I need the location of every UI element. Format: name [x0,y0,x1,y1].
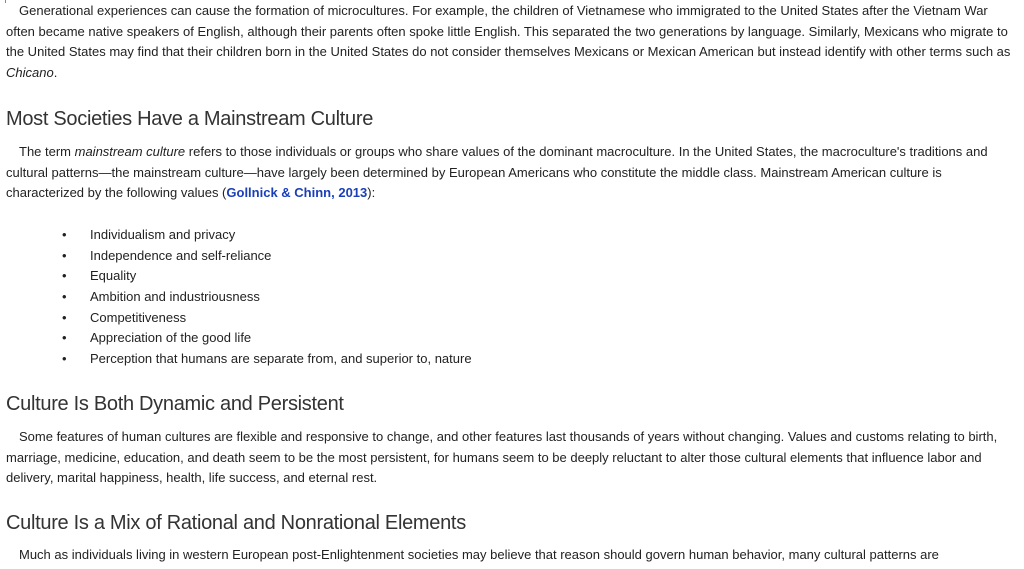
heading-mainstream-culture: Most Societies Have a Mainstream Culture [6,108,374,130]
paragraph-mainstream-culture [6,142,1018,204]
list-item [0,266,472,287]
paragraph-mainstream-mid: refers to those individuals or groups who share values of the dominant macroculture. In the United States, the macroculture's traditions and cultural patterns—the mainstream culture—have largely been determined by European Americans who constitute the middle class. Mainstream American culture is characterized by the following values ( [6,144,988,201]
list-item [0,328,472,349]
paragraph-microcultures [6,1,1018,84]
bullet-icon: • [62,268,67,284]
term-mainstream-culture: mainstream culture [74,144,186,159]
list-item-text: Individualism and privacy [90,227,236,242]
bullet-icon: • [62,351,67,367]
bullet-icon: • [62,227,67,242]
list-item-text: Independence and self-reliance [90,247,272,263]
paragraph-rational-nonrational: Much as individuals living in western European post-Enlightenment societies may believe that reason should govern human behavior, many cultural patterns are [19,547,939,562]
list-item [0,287,472,308]
list-item-text: Perception that humans are separate from, and superior to, nature [90,351,472,367]
term-chicano: Chicano [6,65,54,81]
bullet-icon: • [62,247,67,263]
paragraph-dynamic-persistent: Some features of human cultures are flexible and responsive to change, and other features last thousands of years without changing. Values and customs relating to birth, marriage, medicine, education, and death seem to be the most persistent, for humans seem to be deeply reluctant to alter those cultural elements that influence labor and delivery, marital happiness, health, life success, and eternal rest. [6,429,998,486]
list-item [0,349,472,370]
bullet-icon: • [62,330,67,346]
list-item [0,225,472,246]
list-item-text: Ambition and industriousness [90,289,260,305]
paragraph-microcultures-text: Generational experiences can cause the formation of microcultures. For example, the children of Vietnamese who immigrated to the United States after the Vietnam War often became native speakers of English, although their parents often spoke little English. This separated the two generations by language. Similarly, Mexicans who migrate to the United States may find that their children born in the United States do not consider themselves Mexicans or Mexican American but instead identify with other terms such as [6,3,1011,60]
list-item [0,308,472,329]
heading-rational-nonrational: Culture Is a Mix of Rational and Nonrational Elements [6,512,466,534]
paragraph-mainstream-end: ): [367,185,376,201]
list-item-text: Equality [90,268,137,284]
paragraph-mainstream-start: The term [19,144,75,159]
values-list [0,225,472,370]
bullet-icon: • [62,289,67,305]
list-item [0,246,472,267]
paragraph-microcultures-end: . [53,65,58,81]
citation-link-gollnick-chinn[interactable]: Gollnick & Chinn, 2013 [226,185,368,201]
bullet-icon: • [62,309,67,325]
list-item-text: Competitiveness [90,309,187,325]
heading-dynamic-persistent: Culture Is Both Dynamic and Persistent [6,393,344,415]
list-item-text: Appreciation of the good life [90,330,252,346]
